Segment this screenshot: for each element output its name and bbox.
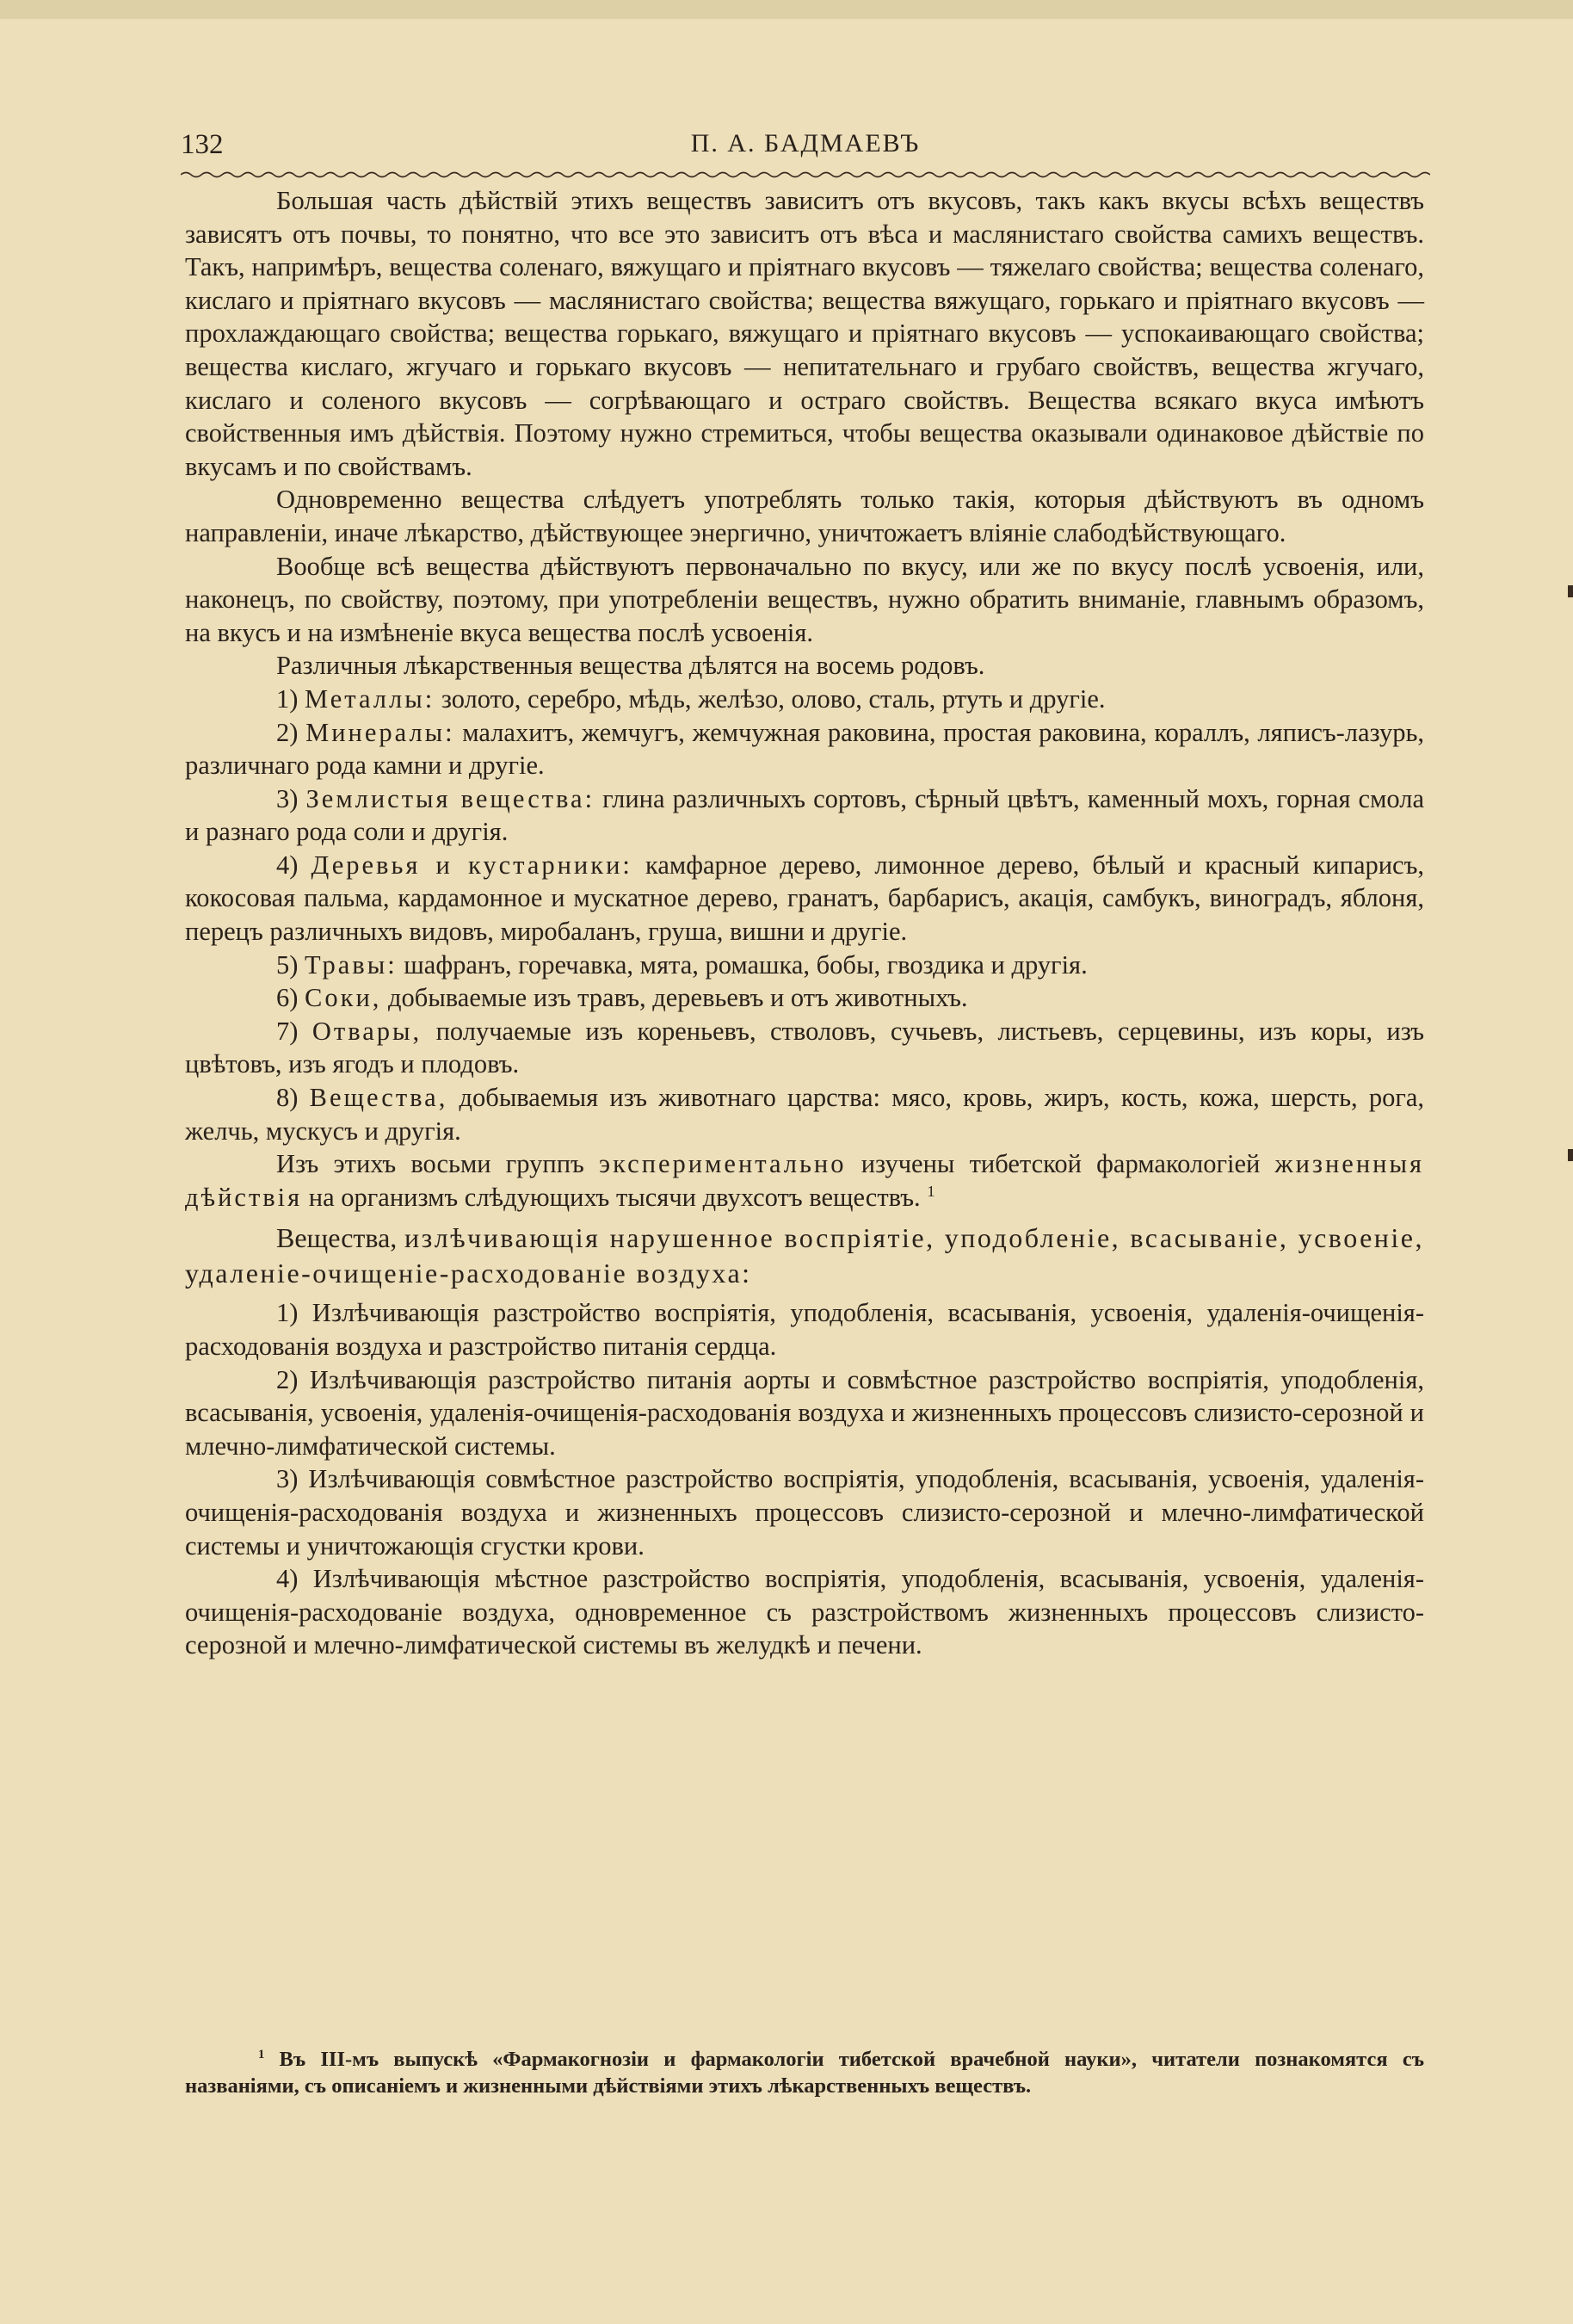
list-term: Металлы: xyxy=(305,683,435,714)
paragraph-simultaneous-use: Одновременно вещества слѣдуетъ употреблять только такія, которыя дѣйствуютъ въ одномъ направленіи, иначе лѣкарство, дѣйствующее энергично, уничтожаетъ вліяніе слабодѣйствующаго. xyxy=(185,485,1424,547)
numbered-item: 2) Излѣчивающія разстройство питанія аорты и совмѣстное разстройство воспріятія, уподобленія, всасыванія, усвоенія, удаленія-очищенія-расходованія воздуха и жизненныхъ процессовъ слизисто-серозной и млечно-лимфатической системы. xyxy=(185,1364,1424,1461)
page-edge-mark xyxy=(1568,1149,1573,1161)
footnote-ref: 1 xyxy=(927,1182,935,1200)
list-item: 8) Вещества, добываемыя изъ животнаго царства: мясо, кровь, жиръ, кость, кожа, шерсть, рога, желчь, мускусъ и другія. xyxy=(185,1083,1424,1146)
section-caption: Вещества, излѣчивающія нарушенное воспріятіе, уподобленіе, всасываніе, усвоеніе, удаленіе-очищеніе-расходованіе воздуха: xyxy=(185,1222,1425,1289)
list-item: 3) Землистыя вещества: глина различныхъ сортовъ, сѣрный цвѣтъ, каменный мохъ, горная смола и разнаго рода соли и другія. xyxy=(185,783,1425,847)
list-item: 5) Травы: шафранъ, горечавка, мята, ромашка, бобы, гвоздика и другія. xyxy=(276,949,1088,980)
main-text xyxy=(185,184,1424,1662)
list-term: Деревья и кустарники: xyxy=(311,850,632,880)
list-term: Травы: xyxy=(305,949,398,980)
list-item: 4) Деревья и кустарники: камфарное дерево, лимонное дерево, бѣлый и красный кипарисъ, кокосовая пальма, кардамонное и мускатное дерево, гранатъ, барбарисъ, акація, самбукъ, виноградъ, яблоня, перецъ различныхъ видовъ, миробаланъ, груша, вишни и другіе. xyxy=(185,850,1424,947)
list-term: Соки, xyxy=(305,983,382,1013)
list-term: Вещества, xyxy=(309,1083,448,1113)
header-wavy-rule xyxy=(181,170,1430,179)
footnote-text: Въ III-мъ выпускѣ «Фармакогнозіи и фармакологіи тибетской врачебной науки», читатели познакомятся съ названіями, съ описаніемъ и жизненными дѣйствіями этихъ лѣкарственныхъ веществъ. xyxy=(185,2048,1424,2098)
list-term: Минералы: xyxy=(305,717,455,747)
numbered-item: 4) Излѣчивающія мѣстное разстройство воспріятія, уподобленія, всасыванія, усвоенія, удаленія-очищенія-расходованіе воздуха, одновременное съ разстройствомъ жизненныхъ процессовъ слизисто-серозной и млечно-лимфатической системы въ желудкѣ и печени. xyxy=(185,1564,1424,1660)
footnote-mark: 1 xyxy=(258,2047,265,2061)
paragraph-eight-kinds: Различныя лѣкарственныя вещества дѣлятся на восемь родовъ. xyxy=(276,651,985,681)
paragraph-tastes: Большая часть дѣйствій этихъ веществъ зависитъ отъ вкусовъ, такъ какъ вкусы всѣхъ веществъ зависятъ отъ почвы, то понятно, что все это зависитъ отъ вѣса и маслянистаго свойства самихъ веществъ. Такъ, напримѣръ, вещества соленаго, вяжущаго и пріятнаго вкусовъ — тяжелаго свойства; вещества соленаго, кислаго и пріятнаго вкусовъ — маслянистаго свойства; вещества вяжущаго, горькаго и пріятнаго вкусовъ — прохлаждающаго свойства; вещества горькаго, вяжущаго и пріятнаго вкусовъ — успокаивающаго свойства; вещества кислаго, жгучаго и горькаго вкусовъ — непитательнаго и грубаго свойствъ, вещества жгучаго, кислаго и соленого вкусовъ — согрѣвающаго и остраго свойствъ. Вещества всякаго вкуса имѣютъ свойственныя имъ дѣйствія. Поэтому нужно стремиться, чтобы вещества оказывали одинаковое дѣйствіе по вкусамъ и по свойствамъ. xyxy=(185,186,1424,481)
page-number: 132 xyxy=(181,129,224,160)
list-item: 1) Металлы: золото, серебро, мѣдь, желѣзо, олово, сталь, ртуть и другіе. xyxy=(276,683,1106,714)
page-header xyxy=(181,129,1430,165)
list-item: 6) Соки, добываемые изъ травъ, деревьевъ и отъ животныхъ. xyxy=(276,983,968,1013)
list-item: 7) Отвары, получаемые изъ кореньевъ, стволовъ, сучьевъ, листьевъ, серцевины, изъ коры, изъ цвѣтовъ, изъ ягодъ и плодовъ. xyxy=(185,1016,1425,1079)
page-top-edge xyxy=(0,0,1573,19)
paragraph-experimental: Изъ этихъ восьми группъ экспериментально изучены тибетской фармакологіей жизненныя дѣйствія на организмъ слѣдующихъ тысячи двухсотъ веществъ. $^1$ xyxy=(185,1149,1424,1212)
list-term: Землистыя вещества: xyxy=(305,783,595,813)
numbered-item: 1) Излѣчивающія разстройство воспріятія, уподобленія, всасыванія, усвоенія, удаленія-очищенія-расходованія воздуха и разстройство питанія сердца. xyxy=(185,1298,1424,1361)
list-item: 2) Минералы: малахитъ, жемчугъ, жемчужная раковина, простая раковина, кораллъ, ляписъ-лазурь, различнаго рода камни и другіе. xyxy=(185,717,1424,781)
running-title: П. А. БАДМАЕВЪ xyxy=(690,129,921,158)
paragraph-action-by-taste: Вообще всѣ вещества дѣйствуютъ первоначально по вкусу, или же по вкусу послѣ усвоенія, или, наконецъ, по свойству, поэтому, при употребленіи веществъ, нужно обратить вниманіе, главнымъ образомъ, на вкусъ и на измѣненіе вкуса вещества послѣ усвоенія. xyxy=(185,551,1424,647)
page-edge-mark xyxy=(1568,585,1573,597)
numbered-item: 3) Излѣчивающія совмѣстное разстройство воспріятія, уподобленія, всасыванія, усвоенія, удаленія-очищенія-расходованія воздуха и жизненныхъ процессовъ слизисто-серозной и млечно-лимфатической системы и уничтожающія сгустки крови. xyxy=(185,1464,1424,1561)
footnote xyxy=(185,2046,1424,2099)
list-term: Отвары, xyxy=(312,1016,423,1046)
